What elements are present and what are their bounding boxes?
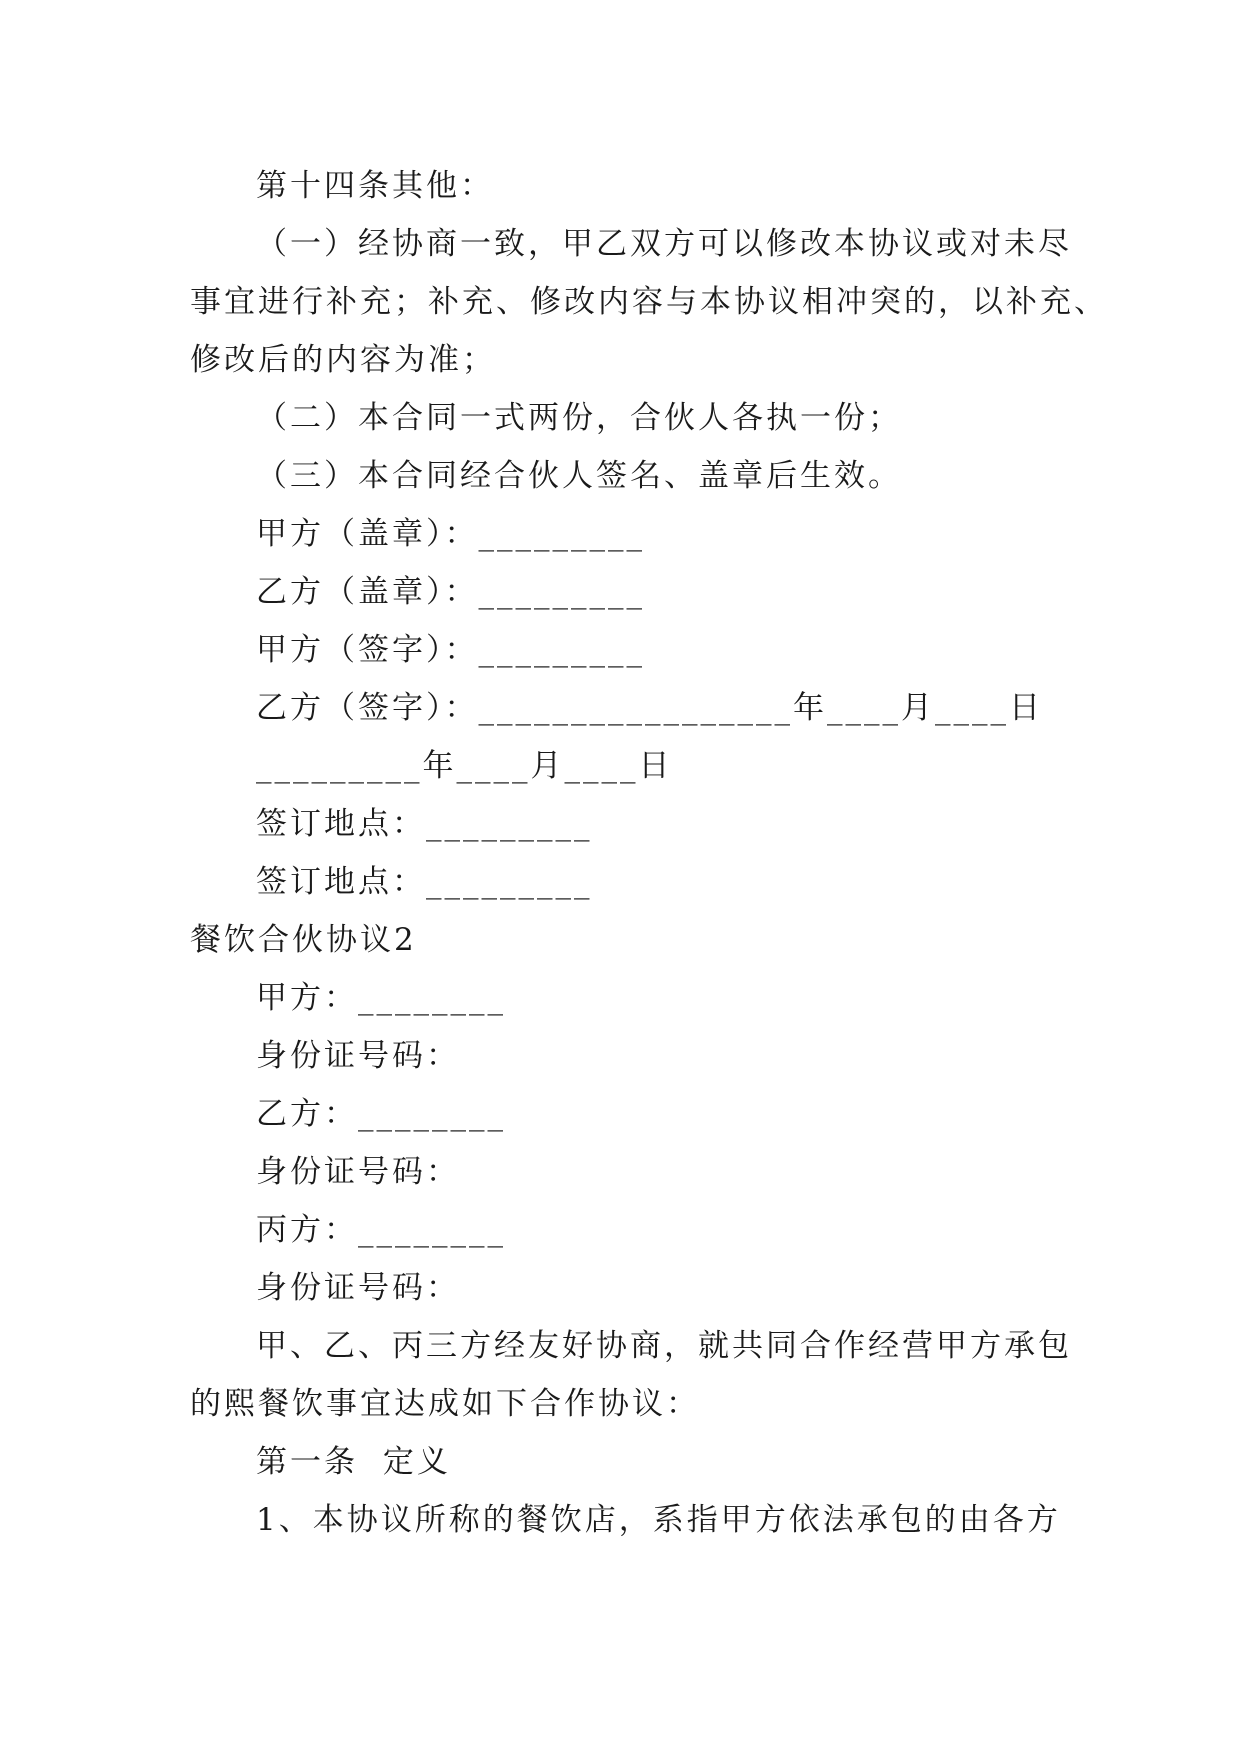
clause-1-line-1: （一）经协商一致，甲乙双方可以修改本协议或对未尽 (256, 226, 1072, 262)
party-a-signature-line: 甲方（签字）：_________ (256, 632, 645, 668)
date-line: _________年____月____日 (256, 748, 673, 784)
party-a-id-line: 身份证号码： (256, 1038, 460, 1074)
preamble-line-1: 甲、乙、丙三方经友好协商，就共同合作经营甲方承包 (256, 1328, 1072, 1364)
party-b-line: 乙方：________ (256, 1096, 506, 1132)
article-14-heading: 第十四条其他： (256, 168, 494, 204)
clause-2: （二）本合同一式两份，合伙人各执一份； (256, 400, 902, 436)
agreement-2-title: 餐饮合伙协议2 (190, 922, 417, 958)
party-a-seal-line: 甲方（盖章）：_________ (256, 516, 645, 552)
clause-3: （三）本合同经合伙人签名、盖章后生效。 (256, 458, 902, 494)
party-b-id-line: 身份证号码： (256, 1154, 460, 1190)
party-b-signature-line: 乙方（签字）：_________________年____月____日 (256, 690, 1043, 726)
article-1-item-1: 1、本协议所称的餐饮店，系指甲方依法承包的由各方 (256, 1502, 1061, 1538)
party-c-id-line: 身份证号码： (256, 1270, 460, 1306)
party-c-line: 丙方：________ (256, 1212, 506, 1248)
preamble-line-2: 的熙餐饮事宜达成如下合作协议： (190, 1386, 700, 1422)
signing-place-line-2: 签订地点：_________ (256, 864, 593, 900)
party-a-line: 甲方：________ (256, 980, 506, 1016)
party-b-seal-line: 乙方（盖章）：_________ (256, 574, 645, 610)
article-1-heading: 第一条 定义 (256, 1444, 451, 1480)
clause-1-line-2: 事宜进行补充；补充、修改内容与本协议相冲突的，以补充、 (190, 284, 1108, 320)
signing-place-line-1: 签订地点：_________ (256, 806, 593, 842)
clause-1-line-3: 修改后的内容为准； (190, 342, 496, 378)
